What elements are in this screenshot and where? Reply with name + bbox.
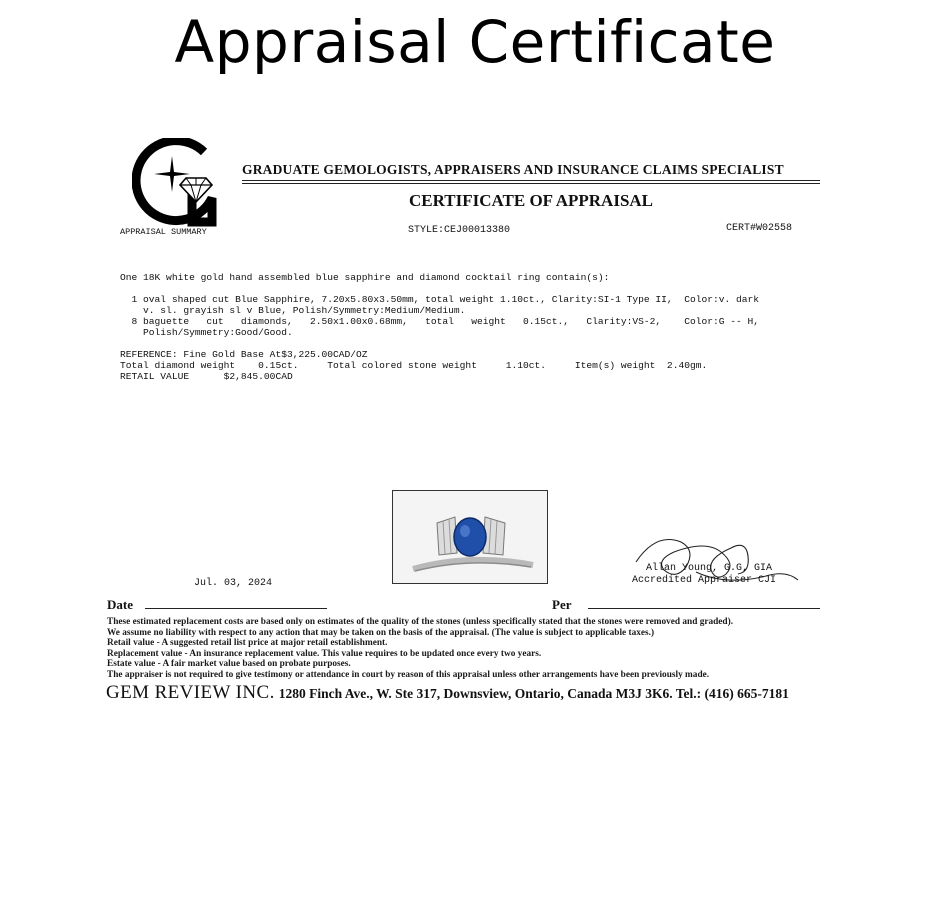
summary-label: APPRAISAL SUMMARY xyxy=(120,227,207,237)
sapphire-line: v. sl. grayish sl v Blue, Polish/Symmetry:Medium/Medium. xyxy=(120,305,466,316)
ring-photo xyxy=(392,490,548,584)
date-line xyxy=(145,608,327,609)
disclaimer-line: These estimated replacement costs are based only on estimates of the quality of the stones (unless specifically stated that the stones were removed and graded). xyxy=(107,617,734,627)
company-footer xyxy=(106,682,789,704)
per-label: Per xyxy=(552,597,572,612)
ring-image xyxy=(393,491,547,583)
disclaimer-line: Replacement value - An insurance replacement value. This value requires to be updated once every two years. xyxy=(107,648,542,659)
diamond-line: 8 baguette cut diamonds, 2.50x1.00x0.68mm, total weight 0.15ct., Clarity:VS-2, Color:G -- H, xyxy=(120,316,760,327)
retail-value-line: RETAIL VALUE $2,845.00CAD xyxy=(120,371,293,382)
company-address: 1280 Finch Ave., W. Ste 317, Downsview, Ontario, Canada M3J 3K6. Tel.: (416) 665-7181 xyxy=(278,686,789,701)
sapphire-line: 1 oval shaped cut Blue Sapphire, 7.20x5.80x3.50mm, total weight 1.10ct., Clarity:SI-1 Type II, Color:v. dark xyxy=(120,294,760,305)
appraiser-title: Accredited Appraiser CJI xyxy=(632,575,777,586)
header-rule xyxy=(242,180,820,181)
gemologist-logo xyxy=(132,138,222,230)
style-number: STYLE:CEJ00013380 xyxy=(408,225,511,236)
disclaimer-line: Estate value - A fair market value based on probate purposes. xyxy=(107,659,351,670)
header-rule xyxy=(242,183,820,184)
diamond-line: Polish/Symmetry:Good/Good. xyxy=(120,327,293,338)
org-name: GRADUATE GEMOLOGISTS, APPRAISERS AND INSURANCE CLAIMS SPECIALIST xyxy=(242,162,784,177)
disclaimer xyxy=(107,617,733,681)
disclaimer-line: Retail value - A suggested retail list price at major retail establishment. xyxy=(107,638,388,649)
per-line xyxy=(588,608,820,609)
reference-line: REFERENCE: Fine Gold Base At$3,225.00CAD/OZ xyxy=(120,349,368,360)
cert-number: CERT#W02558 xyxy=(726,223,793,234)
intro-line: One 18K white gold hand assembled blue sapphire and diamond cocktail ring contain(s): xyxy=(120,272,610,283)
disclaimer-line: We assume no liability with respect to any action that may be taken on the basis of the appraisal. (The value is subject to applicable taxes.) xyxy=(107,627,655,638)
page-title: Appraisal Certificate xyxy=(174,8,776,76)
appraiser-name: Allan Young, G.G, GIA xyxy=(646,563,773,574)
date-label: Date xyxy=(107,597,133,612)
item-description xyxy=(120,272,759,382)
disclaimer-line: The appraiser is not required to give testimony or attendance in court by reason of this appraisal unless other arrangements have been previously made. xyxy=(107,669,710,680)
totals-line: Total diamond weight 0.15ct. Total colored stone weight 1.10ct. Item(s) weight 2.40gm. xyxy=(120,360,708,371)
date-value: Jul. 03, 2024 xyxy=(194,578,273,589)
certificate-title: CERTIFICATE OF APPRAISAL xyxy=(408,191,654,210)
company-name: GEM REVIEW INC. xyxy=(106,682,275,703)
